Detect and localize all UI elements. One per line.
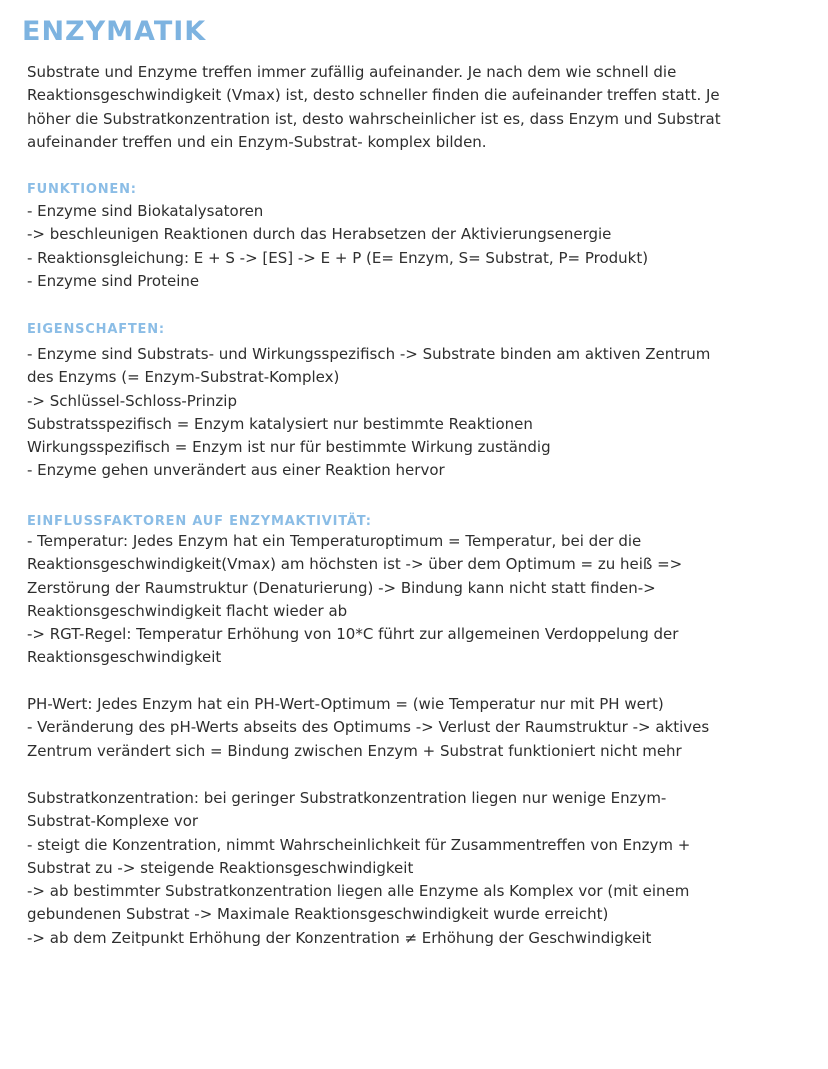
list-item: - Enzyme sind Substrats- und Wirkungsspezifisch -> Substrate binden am aktiven Zentrum (27, 345, 711, 363)
temperatur-paragraph (27, 530, 817, 670)
paragraph-line: Reaktionsgeschwindigkeit (27, 648, 222, 667)
intro-line: höher die Substratkonzentration ist, desto wahrscheinlicher ist es, dass Enzym und Substrat (27, 109, 721, 128)
paragraph-line: PH-Wert: Jedes Enzym hat ein PH-Wert-Optimum = (wie Temperatur nur mit PH wert) (27, 695, 664, 713)
paragraph-line: Zentrum verändert sich = Bindung zwischen Enzym + Substrat funktioniert nicht mehr (27, 741, 682, 760)
paragraph-line: Substrat-Komplexe vor (27, 812, 199, 831)
list-item: - Enzyme gehen unverändert aus einer Reaktion hervor (27, 461, 445, 480)
list-item: - Enzyme sind Proteine (27, 271, 200, 290)
ph-paragraph (27, 693, 817, 763)
paragraph-line: - steigt die Konzentration, nimmt Wahrscheinlichkeit für Zusammentreffen von Enzym + (27, 835, 691, 854)
paragraph-line: -> ab bestimmter Substratkonzentration liegen alle Enzyme als Komplex vor (mit einem (27, 882, 690, 901)
paragraph-line: Substratkonzentration: bei geringer Substratkonzentration liegen nur wenige Enzym- (27, 789, 667, 807)
paragraph-line: Reaktionsgeschwindigkeit(Vmax) am höchsten ist -> über dem Optimum = zu heiß => (27, 555, 683, 574)
intro-line: aufeinander treffen und ein Enzym-Substrat- komplex bilden. (27, 132, 487, 151)
section-heading-einflussfaktoren: EINFLUSSFAKTOREN AUF ENZYMAKTIVITÄT: (27, 514, 372, 529)
list-item: Substratsspezifisch = Enzym katalysiert nur bestimmte Reaktionen (27, 414, 533, 433)
list-item: -> Schlüssel-Schloss-Prinzip (27, 391, 237, 410)
list-item: - Enzyme sind Biokatalysatoren (27, 202, 264, 220)
paragraph-line: -> ab dem Zeitpunkt Erhöhung der Konzentration ≠ Erhöhung der Geschwindigkeit (27, 928, 652, 947)
list-item: des Enzyms (= Enzym-Substrat-Komplex) (27, 368, 340, 387)
eigenschaften-list (27, 343, 817, 483)
intro-line: Substrate und Enzyme treffen immer zufällig aufeinander. Je nach dem wie schnell die (27, 63, 677, 81)
paragraph-line: Substrat zu -> steigende Reaktionsgeschwindigkeit (27, 858, 414, 877)
list-item: -> beschleunigen Reaktionen durch das Herabsetzen der Aktivierungsenergie (27, 225, 612, 244)
paragraph-line: - Temperatur: Jedes Enzym hat ein Temperaturoptimum = Temperatur, bei der die (27, 532, 642, 550)
funktionen-list (27, 200, 817, 293)
paragraph-line: - Veränderung des pH-Werts abseits des Optimums -> Verlust der Raumstruktur -> aktives (27, 718, 710, 737)
page-title: ENZYMATIK (22, 16, 207, 47)
paragraph-line: -> RGT-Regel: Temperatur Erhöhung von 10*C führt zur allgemeinen Verdoppelung der (27, 625, 679, 644)
paragraph-line: Reaktionsgeschwindigkeit flacht wieder ab (27, 601, 348, 620)
section-heading-eigenschaften: EIGENSCHAFTEN: (27, 322, 165, 337)
paragraph-line: gebundenen Substrat -> Maximale Reaktionsgeschwindigkeit wurde erreicht) (27, 905, 609, 924)
section-heading-funktionen: FUNKTIONEN: (27, 182, 137, 197)
list-item: - Reaktionsgleichung: E + S -> [ES] -> E + P (E= Enzym, S= Substrat, P= Produkt) (27, 248, 649, 267)
substrat-paragraph (27, 787, 817, 950)
paragraph-line: Zerstörung der Raumstruktur (Denaturierung) -> Bindung kann nicht statt finden-> (27, 578, 656, 597)
intro-line: Reaktionsgeschwindigkeit (Vmax) ist, desto schneller finden die aufeinander treffen statt. Je (27, 86, 720, 105)
list-item: Wirkungsspezifisch = Enzym ist nur für bestimmte Wirkung zuständig (27, 438, 551, 457)
intro-paragraph (27, 61, 817, 154)
